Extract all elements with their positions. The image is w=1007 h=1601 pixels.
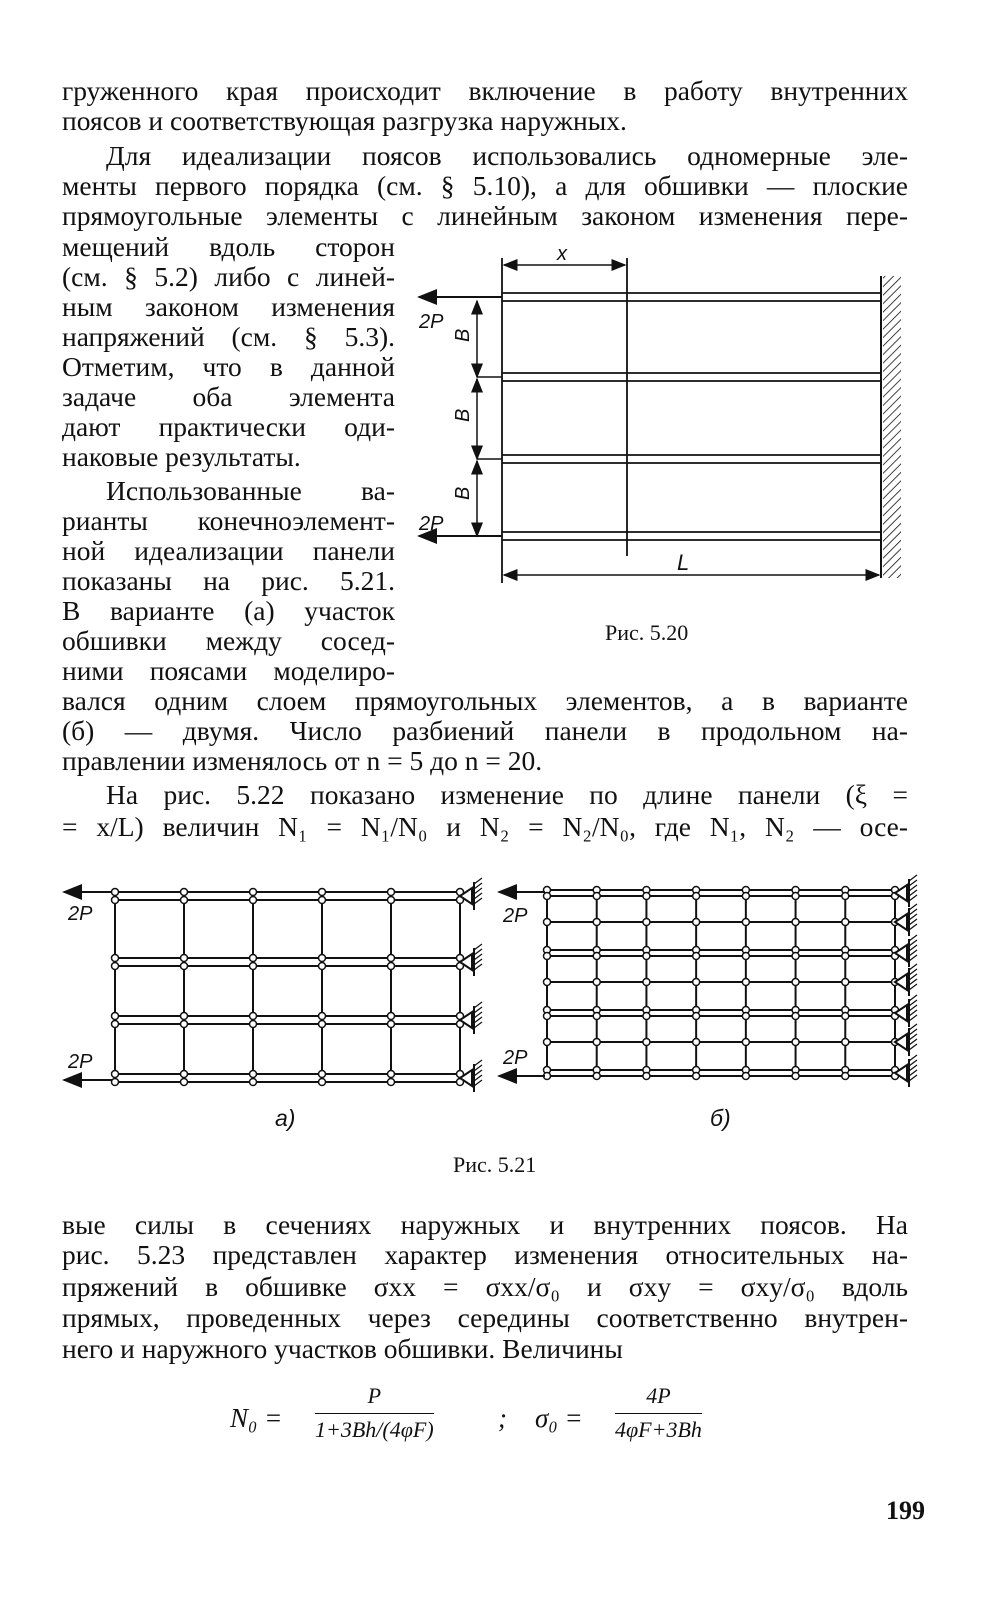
text-line: (см. § 5.2) либо с линей- bbox=[62, 261, 395, 292]
text-line: рианты конечноэлемент- bbox=[62, 505, 395, 536]
text-line: = x/L) величин N₁ = N₁/N₀ и N₂ = N₂/N₀, где N₁, N₂ — осе- bbox=[62, 811, 908, 842]
formula-n0-lhs: N₀ = bbox=[230, 1403, 283, 1433]
text-line: напряжений (см. § 5.3). bbox=[62, 321, 395, 352]
text-line: задаче оба элемента bbox=[62, 381, 395, 412]
text-line: дают практически оди- bbox=[62, 411, 395, 442]
figure-5-21-b bbox=[495, 870, 935, 1100]
label-x: x bbox=[557, 243, 567, 265]
formula-n0-numerator: P bbox=[315, 1383, 434, 1414]
formula-separator: ; bbox=[498, 1403, 507, 1433]
formula-s0-numerator: 4P bbox=[615, 1383, 702, 1414]
text-line: правлении изменялось от n = 5 до n = 20. bbox=[62, 745, 543, 776]
figure-5-20 bbox=[405, 238, 925, 608]
text-line: (б) — двумя. Число разбиений панели в продольном на- bbox=[62, 715, 908, 746]
figure-5-20-caption: Рис. 5.20 bbox=[605, 620, 689, 645]
text-line: ними поясами моделиро- bbox=[62, 655, 395, 686]
subfigure-label-b: б) bbox=[710, 1105, 731, 1131]
figure-5-21-a bbox=[60, 870, 500, 1100]
label-load: 2P bbox=[68, 1051, 93, 1073]
text-line: прямых, проведенных через середины соответственно внутрен- bbox=[62, 1302, 908, 1333]
formula bbox=[230, 1383, 790, 1453]
text-line: рис. 5.23 представлен характер изменения относительных на- bbox=[62, 1239, 908, 1270]
formula-s0-fraction bbox=[615, 1383, 702, 1443]
subfigure-label-a: а) bbox=[275, 1105, 296, 1131]
label-load: 2P bbox=[68, 903, 93, 925]
text-line: показаны на рис. 5.21. bbox=[62, 565, 395, 596]
text-line: Отметим, что в данной bbox=[62, 351, 395, 382]
label-load: 2P bbox=[503, 1047, 528, 1069]
text-line: прямоугольные элементы с линейным законом изменения пере- bbox=[62, 200, 908, 231]
text-line: него и наружного участков обшивки. Величины bbox=[62, 1333, 623, 1364]
formula-s0-denominator: 4φF+3Bh bbox=[615, 1417, 702, 1442]
text-line: Для идеализации поясов использовались одномерные эле- bbox=[106, 140, 908, 171]
text-line: ной идеализации панели bbox=[62, 535, 395, 566]
formula-n0-fraction bbox=[315, 1383, 434, 1443]
text-line: Использованные ва- bbox=[106, 475, 395, 506]
label-B: B bbox=[452, 328, 474, 342]
text-line: наковые результаты. bbox=[62, 441, 301, 472]
text-line: На рис. 5.22 показано изменение по длине панели (ξ = bbox=[106, 779, 908, 810]
text-line: вые силы в сечениях наружных и внутренних поясов. На bbox=[62, 1209, 908, 1240]
text-line: вался одним слоем прямоугольных элементов, а в варианте bbox=[62, 685, 908, 716]
text-line: менты первого порядка (см. § 5.10), а для обшивки — плоские bbox=[62, 170, 908, 201]
text-line: обшивки между сосед- bbox=[62, 625, 395, 656]
text-line: груженного края происходит включение в работу внутренних bbox=[62, 75, 908, 106]
label-L: L bbox=[677, 550, 690, 575]
page-number: 199 bbox=[886, 1496, 925, 1525]
text-line: В варианте (а) участок bbox=[62, 595, 395, 626]
label-B: B bbox=[452, 486, 474, 500]
text-line: пряжений в обшивке σxx = σxx/σ₀ и σxy = σxy/σ₀ вдоль bbox=[62, 1271, 908, 1302]
formula-s0-lhs: σ₀ = bbox=[535, 1403, 583, 1433]
label-load: 2P bbox=[503, 905, 528, 927]
label-load: 2P bbox=[419, 513, 444, 535]
text-line: мещений вдоль сторон bbox=[62, 231, 395, 262]
text-line: ным законом изменения bbox=[62, 291, 395, 322]
formula-n0-denominator: 1+3Bh/(4φF) bbox=[315, 1417, 434, 1442]
label-B: B bbox=[452, 408, 474, 422]
label-load: 2P bbox=[419, 311, 444, 333]
text-line: поясов и соответствующая разгрузка наружных. bbox=[62, 105, 627, 136]
figure-5-21-caption: Рис. 5.21 bbox=[453, 1152, 537, 1177]
